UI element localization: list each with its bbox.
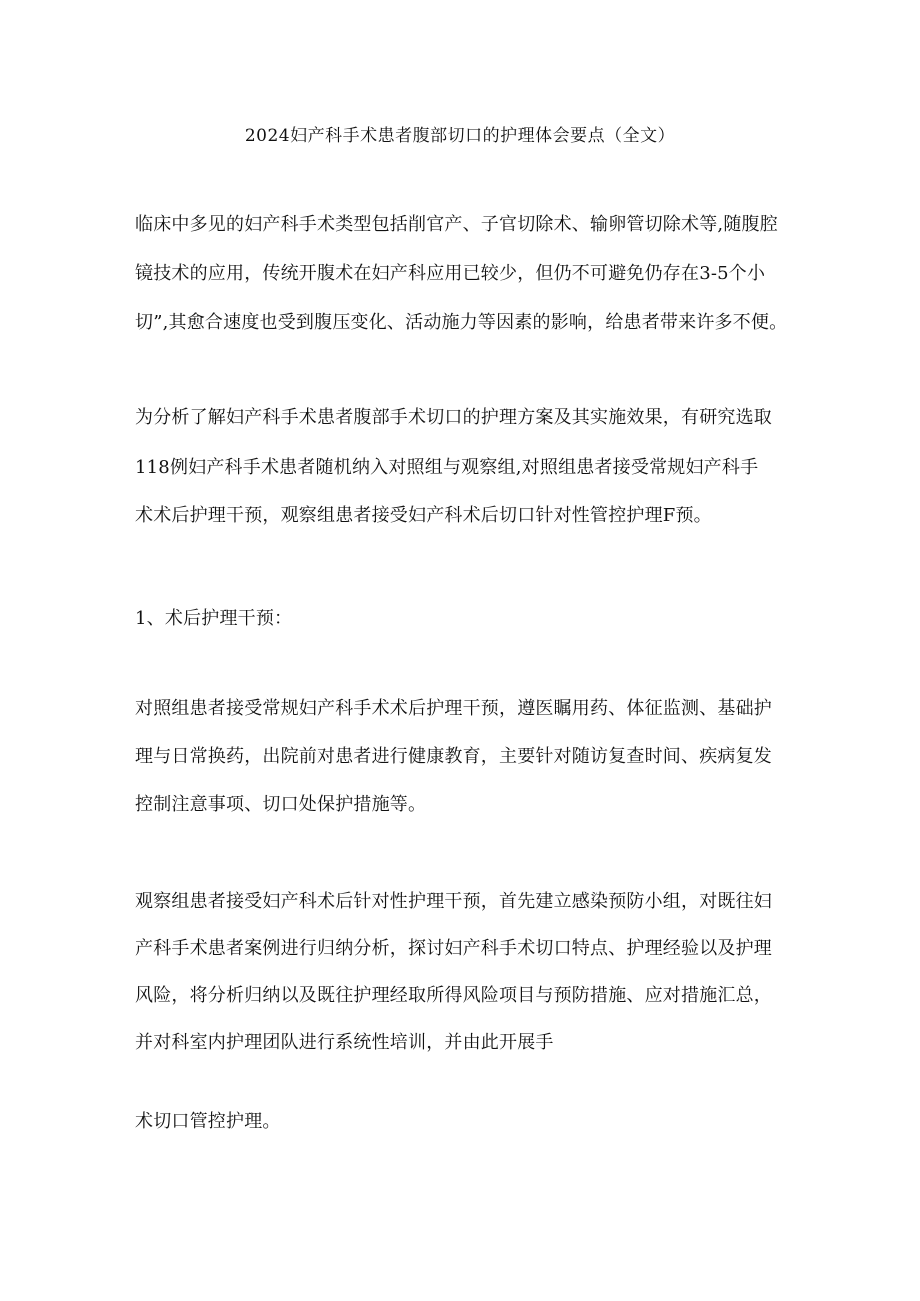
paragraph-3-line-1: 对照组患者接受常规妇产科手术术后护理干预，遵医瞩用药、体征监测、基础护 bbox=[135, 698, 772, 719]
paragraph-1-line-1: 临床中多见的妇产科手术类型包括削官产、子官切除术、输卵管切除术等,随腹腔 bbox=[135, 214, 778, 235]
paragraph-4-line-4: 并对科室内护理团队进行系统性培训，并由此开展手 bbox=[135, 1032, 554, 1053]
section-heading: 1、术后护理干预： bbox=[135, 608, 293, 629]
paragraph-2-line-2: 118例妇产科手术患者随机纳入对照组与观察组,对照组患者接受常规妇产科手 bbox=[135, 457, 759, 478]
paragraph-5-line-1: 术切口管控护理。 bbox=[135, 1111, 281, 1132]
paragraph-2-line-3: 术术后护理干预，观察组患者接受妇产科术后切口针对性管控护理F预。 bbox=[135, 505, 712, 526]
paragraph-4-line-3: 风险，将分析归纳以及既往护理经取所得风险项目与预防措施、应对措施汇总， bbox=[135, 985, 772, 1006]
paragraph-1-line-3: 切”,其愈合速度也受到腹压变化、活动施力等因素的影响，给患者带来许多不便。 bbox=[135, 312, 788, 333]
paragraph-3-line-3: 控制注意事项、切口处保护措施等。 bbox=[135, 794, 427, 815]
paragraph-4-line-2: 产科手术患者案例进行归纳分析，探讨妇产科手术切口特点、护理经验以及护理 bbox=[135, 938, 772, 959]
paragraph-1-line-2: 镜技术的应用，传统开腹术在妇产科应用已较少，但仍不可避免仍存在3-5个小 bbox=[135, 263, 766, 284]
paragraph-4-line-1: 观察组患者接受妇产科术后针对性护理干预，首先建立感染预防小组，对既往妇 bbox=[135, 891, 772, 912]
paragraph-3-line-2: 理与日常换药，出院前对患者进行健康教育，主要针对随访复查时间、疾病复发 bbox=[135, 746, 772, 767]
paragraph-2-line-1: 为分析了解妇产科手术患者腹部手术切口的护理方案及其实施效果，有研究选取 bbox=[135, 407, 772, 428]
document-title: 2024妇产科手术患者腹部切口的护理体会要点（全文） bbox=[244, 126, 676, 146]
